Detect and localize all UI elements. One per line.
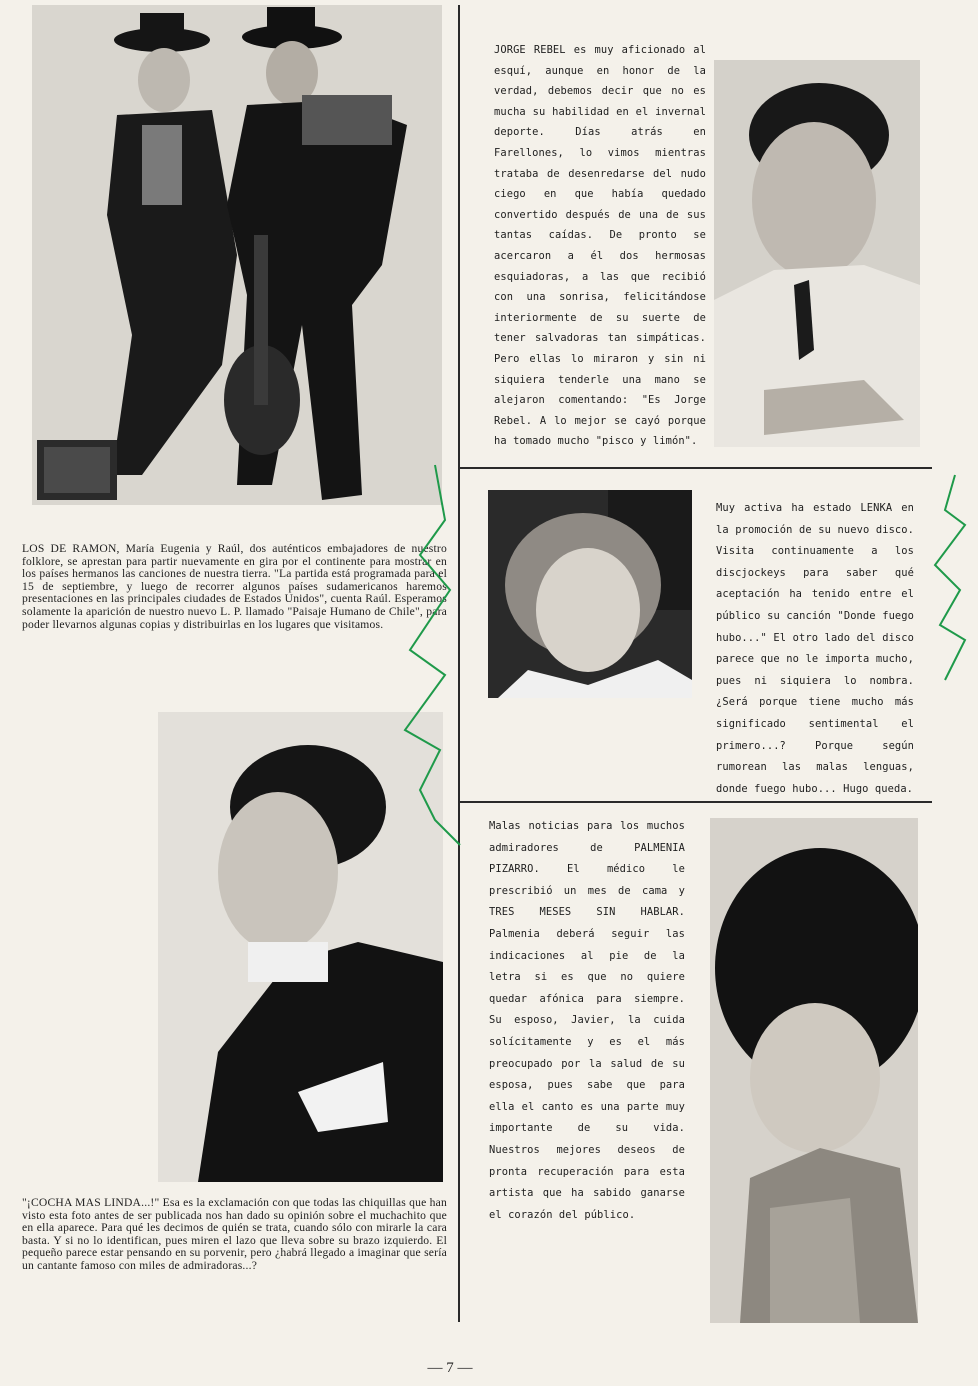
box-divider-middle (458, 801, 932, 803)
green-scribble-left (400, 460, 470, 850)
box-divider-top (458, 467, 932, 469)
photo-palmenia-pizarro (710, 818, 918, 1323)
article-jorge-rebel: JORGE REBEL es muy aficionado al esquí, aunque en honor de la verdad, debemos decir que no es mucha su habilidad en el invernal deporte. Días atrás en Farellones, lo vimos mientras trataba de desenredarse del nudo ciego en que había quedado convertido después de una de sus tantas caídas. De pronto se acercaron a él dos hermosas esquiadoras, a las que recibió con una sonrisa, felicitándose interiormente de su suerte de tener salvadoras tan simpáticas. Pero ellas lo miraron y sin ni siquiera tenderle una mano se alejaron comentando: "Es Jorge Rebel. A lo mejor se cayó porque ha tomado mucho "pisco y limón". (494, 44, 706, 448)
article-palmenia-pizarro: Malas noticias para los muchos admiradores de PALMENIA PIZARRO. El médico le prescribió un mes de cama y TRES MESES SIN HABLAR. Palmenia deberá seguir las indicaciones al pie de la letra si es que no quiere quedar afónica para siempre. Su esposo, Javier, la cuida solícitamente y es el más preocupado por la salud de su esposa, pues sabe que para ella el canto es una parte muy importante de su vida. Nuestros mejores deseos de pronta recuperación para esta artista que ha sabido ganarse el corazón del público. (489, 820, 685, 1221)
article-lenka: Muy activa ha estado LENKA en la promoción de su nuevo disco. Visita continuamente a los discjockeys para saber qué aceptación ha tenido entre el público su canción "Donde fuego hubo..." El otro lado del disco parece que no le importa mucho, pues ni siquiera lo nombra. ¿Será porque tiene mucho más significado sentimental el primero...? Porque según rumorean las malas lenguas, donde fuego hubo... Hugo queda. (716, 502, 914, 795)
article-cocha: "¡COCHA MAS LINDA...!" Esa es la exclamación con que todas las chiquillas que han visto esta foto antes de ser publicada nos han dado su opinión sobre el muchachito que en ella aparece. Para qué les decimos de quién se trata, cuando sólo con mirarle la cara basta. Y si no lo identifican, pues miren el lazo que lleva sobre su brazo izquierdo. El pequeño parece estar pensando en su porvenir, pero ¿habrá llegado a imaginar que sería un cantante famoso con miles de admiradoras...? (22, 1196, 447, 1272)
page-number: — 7 — (427, 1360, 473, 1376)
article-los-de-ramon: LOS DE RAMON, María Eugenia y Raúl, dos auténticos embajadores de nuestro folklore, se aprestan para partir nuevamente en gira por el continente para mostrar en los países hermanos las canciones de nuestra tierra. "La partida está programada para el 15 de septiembre, y luego de recorrer algunos países sudamericanos haremos presentaciones en las principales ciudades de Estados Unidos", cuenta Raúl. Esperamos solamente la aparición de nuestro nuevo L. P. llamado "Paisaje Humano de Chile", para poder llevarnos algunas copias y distribuirlas en los lugares que visitamos. (22, 542, 447, 631)
photo-los-de-ramon (22, 5, 447, 515)
green-scribble-right (925, 470, 975, 690)
photo-lenka (488, 490, 692, 698)
photo-jorge-rebel (714, 60, 920, 447)
